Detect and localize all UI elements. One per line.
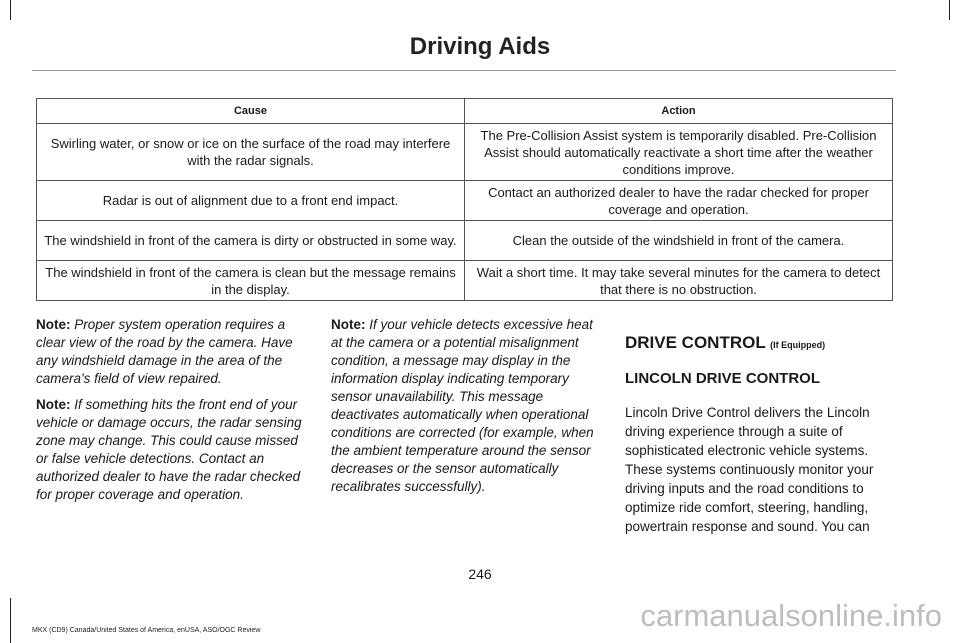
cause-cell: The windshield in front of the camera is clean but the message remains in the display. bbox=[37, 261, 465, 301]
section-heading-text: DRIVE CONTROL bbox=[625, 333, 766, 352]
section-heading bbox=[625, 334, 897, 354]
action-cell: Clean the outside of the windshield in front of the camera. bbox=[465, 221, 893, 261]
table-row bbox=[37, 124, 893, 181]
note-radar-damage bbox=[36, 396, 308, 504]
action-cell: Wait a short time. It may take several minutes for the camera to detect that there is no obstruction. bbox=[465, 261, 893, 301]
page-title: Driving Aids bbox=[409, 33, 551, 60]
note-text: Proper system operation requires a clear view of the road by the camera. Have any windshield damage in the area of the camera's field of view repaired. bbox=[36, 317, 293, 386]
left-column bbox=[36, 316, 308, 512]
cause-cell: Radar is out of alignment due to a front end impact. bbox=[37, 181, 465, 221]
note-text: If your vehicle detects excessive heat at the camera or a potential misalignment condition, a message may display in the information display indicating temporary sensor unavailability. This message deactivates automatically when operational conditions are corrected (for example, when the ambient temperature around the sensor decreases or the sensor automatically recalibrates successfully). bbox=[331, 317, 594, 494]
cause-column-header: Cause bbox=[37, 99, 465, 124]
table-row bbox=[37, 261, 893, 301]
note-label: Note: bbox=[331, 317, 366, 332]
action-column-header: Action bbox=[465, 99, 893, 124]
title-divider bbox=[32, 70, 896, 71]
subsection-heading: LINCOLN DRIVE CONTROL bbox=[625, 370, 820, 387]
cause-action-table bbox=[36, 98, 893, 301]
document-info: MKX (CD9) Canada/United States of America, enUSA, ASO/OGC Review bbox=[32, 627, 261, 634]
page-number: 246 bbox=[468, 566, 492, 582]
right-column bbox=[625, 316, 897, 536]
crop-mark-top-right bbox=[949, 0, 950, 20]
crop-mark-top-left bbox=[10, 0, 11, 20]
cause-cell: Swirling water, or snow or ice on the surface of the road may interfere with the radar signals. bbox=[37, 124, 465, 181]
note-label: Note: bbox=[36, 317, 71, 332]
action-cell: The Pre-Collision Assist system is temporarily disabled. Pre-Collision Assist should automatically reactivate a short time after the weather conditions improve. bbox=[465, 124, 893, 181]
note-camera-view bbox=[36, 316, 308, 388]
crop-mark-bottom-left bbox=[10, 598, 11, 643]
action-cell: Contact an authorized dealer to have the radar checked for proper coverage and operation. bbox=[465, 181, 893, 221]
watermark-logo: carmanualsonline.info bbox=[640, 598, 942, 633]
table-row bbox=[37, 181, 893, 221]
note-text: If something hits the front end of your vehicle or damage occurs, the radar sensing zone may change. This could cause missed or false vehicle detections. Contact an authorized dealer to have the radar checked for proper coverage and operation. bbox=[36, 397, 302, 502]
middle-column bbox=[331, 316, 603, 504]
cause-cell: The windshield in front of the camera is dirty or obstructed in some way. bbox=[37, 221, 465, 261]
note-excessive-heat bbox=[331, 316, 603, 496]
table-row bbox=[37, 221, 893, 261]
note-label: Note: bbox=[36, 397, 71, 412]
table-header-row bbox=[37, 99, 893, 124]
section-heading-suffix: (If Equipped) bbox=[770, 340, 826, 350]
body-paragraph: Lincoln Drive Control delivers the Lincoln driving experience through a suite of sophisticated electronic vehicle systems. These systems continuously monitor your driving inputs and the road conditions to optimize ride comfort, steering, handling, powertrain response and sound. You can bbox=[625, 405, 874, 534]
